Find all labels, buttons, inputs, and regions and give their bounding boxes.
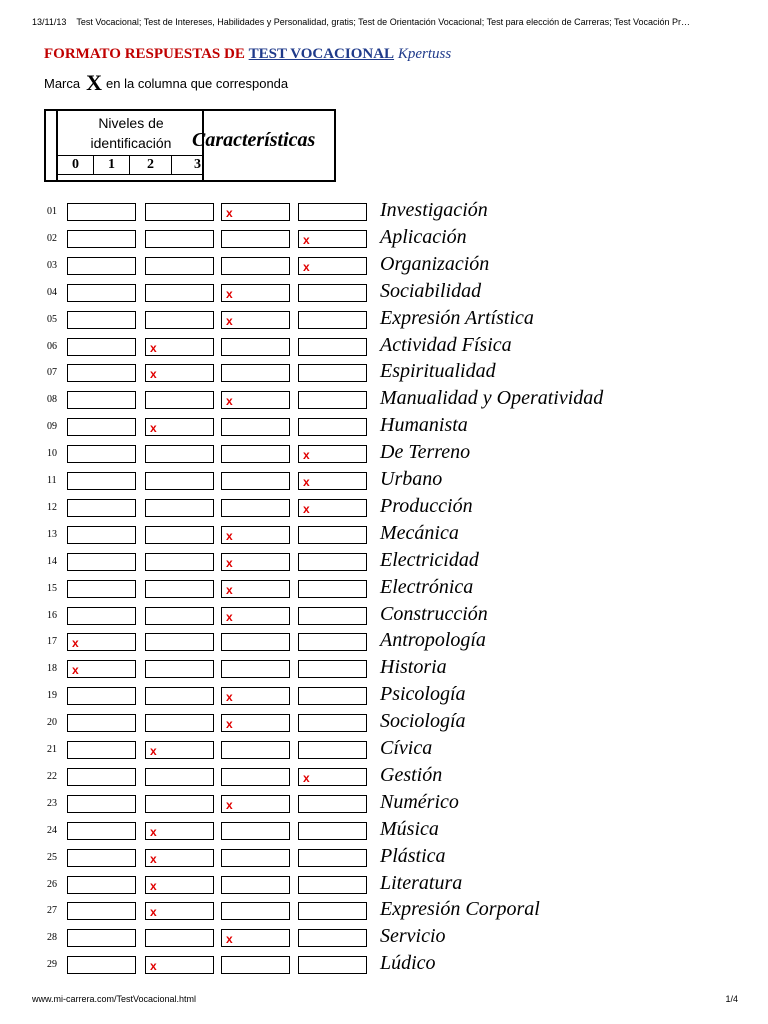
- level-1-checkbox[interactable]: [145, 472, 214, 490]
- level-1-checkbox[interactable]: [145, 230, 214, 248]
- level-0-checkbox[interactable]: [67, 338, 136, 356]
- answer-row-24: [0, 817, 768, 844]
- level-1-checkbox[interactable]: [145, 822, 214, 840]
- level-digit-1: 1: [94, 156, 130, 174]
- level-1-checkbox[interactable]: [145, 902, 214, 920]
- answer-row-05: [0, 306, 768, 333]
- level-1-checkbox[interactable]: [145, 741, 214, 759]
- x-mark: x: [226, 286, 233, 301]
- row-number: 07: [47, 367, 57, 379]
- level-1-checkbox[interactable]: [145, 203, 214, 221]
- print-header: [32, 17, 747, 27]
- level-2-checkbox[interactable]: [221, 311, 290, 329]
- title-test-link[interactable]: TEST VOCACIONAL: [248, 46, 395, 62]
- level-2-checkbox[interactable]: [221, 391, 290, 409]
- level-2-checkbox[interactable]: [221, 768, 290, 786]
- x-mark: x: [150, 367, 157, 382]
- level-1-checkbox[interactable]: [145, 580, 214, 598]
- level-3-checkbox[interactable]: [298, 418, 367, 436]
- row-number: 27: [47, 905, 57, 917]
- level-3-checkbox[interactable]: [298, 311, 367, 329]
- x-mark: x: [150, 340, 157, 355]
- level-0-checkbox[interactable]: [67, 257, 136, 275]
- print-date: 13/11/13: [32, 17, 67, 27]
- characteristic-label: Manualidad y Operatividad: [380, 387, 604, 410]
- level-1-checkbox[interactable]: [145, 876, 214, 894]
- x-mark: x: [226, 528, 233, 543]
- level-3-checkbox[interactable]: [298, 338, 367, 356]
- level-3-checkbox[interactable]: [298, 526, 367, 544]
- level-2-checkbox[interactable]: [221, 607, 290, 625]
- x-mark: x: [150, 851, 157, 866]
- levels-digit-row: [58, 155, 204, 175]
- characteristic-label: Literatura: [380, 871, 463, 894]
- answer-row-02: [0, 225, 768, 252]
- row-number: 14: [47, 555, 57, 567]
- level-2-checkbox[interactable]: [221, 902, 290, 920]
- title-format-text: FORMATO RESPUESTAS DE: [44, 46, 245, 62]
- row-number: 18: [47, 663, 57, 675]
- header-table: [44, 109, 336, 182]
- level-1-checkbox[interactable]: [145, 687, 214, 705]
- level-2-checkbox[interactable]: [221, 876, 290, 894]
- level-digit-3: 3: [172, 156, 204, 174]
- x-mark: x: [303, 501, 310, 516]
- row-number: 19: [47, 690, 57, 702]
- answer-row-22: [0, 763, 768, 790]
- answer-row-04: [0, 279, 768, 306]
- level-2-checkbox[interactable]: [221, 795, 290, 813]
- answer-row-03: [0, 252, 768, 279]
- x-mark: x: [226, 313, 233, 328]
- characteristic-label: De Terreno: [380, 441, 471, 464]
- row-number: 06: [47, 340, 57, 352]
- level-0-checkbox[interactable]: [67, 687, 136, 705]
- x-mark: x: [150, 878, 157, 893]
- levels-line2: identificación: [90, 135, 172, 151]
- answer-row-13: [0, 521, 768, 548]
- row-number: 01: [47, 206, 57, 217]
- level-1-checkbox[interactable]: [145, 660, 214, 678]
- row-number: 28: [47, 932, 57, 944]
- level-1-checkbox[interactable]: [145, 849, 214, 867]
- characteristic-label: Música: [380, 817, 439, 840]
- level-3-checkbox[interactable]: [298, 822, 367, 840]
- row-number: 02: [47, 232, 57, 244]
- level-digit-2: 2: [130, 156, 172, 174]
- characteristic-label: Sociabilidad: [380, 279, 482, 302]
- level-1-checkbox[interactable]: [145, 338, 214, 356]
- level-2-checkbox[interactable]: [221, 580, 290, 598]
- title-author: Kpertuss: [397, 46, 452, 62]
- level-3-checkbox[interactable]: [298, 849, 367, 867]
- level-0-checkbox[interactable]: [67, 929, 136, 947]
- characteristic-label: Servicio: [380, 925, 446, 948]
- answer-row-06: [0, 333, 768, 360]
- x-mark: x: [226, 609, 233, 624]
- level-2-checkbox[interactable]: [221, 714, 290, 732]
- characteristic-label: Numérico: [380, 790, 459, 813]
- answer-row-19: [0, 685, 768, 709]
- row-number: 11: [47, 475, 57, 486]
- row-number: 25: [47, 851, 57, 863]
- x-mark: x: [150, 824, 157, 839]
- x-mark: x: [226, 690, 233, 705]
- level-2-checkbox[interactable]: [221, 660, 290, 678]
- level-1-checkbox[interactable]: [145, 418, 214, 436]
- level-2-checkbox[interactable]: [221, 338, 290, 356]
- answer-row-15: [0, 575, 768, 602]
- instruction-pre: Marca: [44, 76, 81, 91]
- level-1-checkbox[interactable]: [145, 257, 214, 275]
- characteristic-label: Urbano: [380, 468, 443, 490]
- level-0-checkbox[interactable]: [67, 768, 136, 786]
- level-0-checkbox[interactable]: [67, 284, 136, 302]
- answer-row-17: [0, 631, 768, 655]
- instruction: [44, 70, 288, 96]
- characteristics-heading: Características: [192, 129, 316, 151]
- level-3-checkbox[interactable]: [298, 284, 367, 302]
- x-mark: x: [303, 448, 310, 463]
- level-1-checkbox[interactable]: [145, 391, 214, 409]
- row-number: 13: [47, 528, 57, 540]
- level-3-checkbox[interactable]: [298, 902, 367, 920]
- row-number: 10: [47, 448, 57, 460]
- characteristic-label: Plástica: [380, 844, 446, 867]
- level-0-checkbox[interactable]: [67, 553, 136, 571]
- level-2-checkbox[interactable]: [221, 553, 290, 571]
- level-3-checkbox[interactable]: [298, 956, 367, 974]
- level-0-checkbox[interactable]: [67, 902, 136, 920]
- level-2-checkbox[interactable]: [221, 822, 290, 840]
- answer-row-21: [0, 739, 768, 763]
- row-number: 04: [47, 286, 57, 298]
- characteristic-label: Investigación: [380, 199, 488, 221]
- x-mark: x: [303, 259, 310, 274]
- answer-row-18: [0, 658, 768, 682]
- level-1-checkbox[interactable]: [145, 607, 214, 625]
- level-3-checkbox[interactable]: [298, 364, 367, 382]
- x-mark: x: [72, 663, 79, 678]
- level-0-checkbox[interactable]: [67, 795, 136, 813]
- characteristic-label: Expresión Corporal: [380, 898, 540, 921]
- answer-row-16: [0, 602, 768, 629]
- answer-row-29: [0, 954, 768, 978]
- level-0-checkbox[interactable]: [67, 364, 136, 382]
- characteristic-label: Aplicación: [380, 225, 467, 248]
- answer-row-28: [0, 927, 768, 951]
- level-2-checkbox[interactable]: [221, 445, 290, 463]
- row-number: 26: [47, 878, 57, 890]
- row-number: 22: [47, 770, 57, 782]
- answer-row-09: [0, 416, 768, 440]
- characteristic-label: Gestión: [380, 763, 443, 786]
- characteristic-label: Electrónica: [380, 575, 474, 598]
- row-number: 08: [47, 394, 57, 406]
- x-mark: x: [226, 206, 233, 220]
- level-3-checkbox[interactable]: [298, 257, 367, 275]
- characteristic-label: Organización: [380, 252, 490, 275]
- row-number: 03: [47, 259, 57, 271]
- level-1-checkbox[interactable]: [145, 364, 214, 382]
- level-3-checkbox[interactable]: [298, 660, 367, 678]
- row-number: 21: [47, 744, 57, 755]
- x-mark: x: [226, 797, 233, 812]
- level-1-checkbox[interactable]: [145, 284, 214, 302]
- level-1-checkbox[interactable]: [145, 768, 214, 786]
- answer-row-07: [0, 362, 768, 386]
- level-1-checkbox[interactable]: [145, 633, 214, 651]
- level-0-checkbox[interactable]: [67, 203, 136, 221]
- x-mark: x: [303, 232, 310, 247]
- level-3-checkbox[interactable]: [298, 472, 367, 490]
- level-3-checkbox[interactable]: [298, 445, 367, 463]
- level-1-checkbox[interactable]: [145, 714, 214, 732]
- footer-url[interactable]: www.mi-carrera.com/TestVocacional.html: [32, 994, 197, 1004]
- x-mark: x: [150, 905, 157, 920]
- characteristic-label: Cívica: [380, 737, 433, 759]
- levels-heading: [58, 111, 204, 155]
- level-0-checkbox[interactable]: [67, 311, 136, 329]
- level-2-checkbox[interactable]: [221, 929, 290, 947]
- level-0-checkbox[interactable]: [67, 472, 136, 490]
- level-0-checkbox[interactable]: [67, 741, 136, 759]
- level-0-checkbox[interactable]: [67, 580, 136, 598]
- level-0-checkbox[interactable]: [67, 633, 136, 651]
- level-2-checkbox[interactable]: [221, 849, 290, 867]
- level-0-checkbox[interactable]: [67, 391, 136, 409]
- level-3-checkbox[interactable]: [298, 929, 367, 947]
- characteristic-label: Sociología: [380, 710, 466, 733]
- level-3-checkbox[interactable]: [298, 741, 367, 759]
- characteristic-label: Espiritualidad: [380, 360, 496, 383]
- answer-row-10: [0, 443, 768, 467]
- level-2-checkbox[interactable]: [221, 526, 290, 544]
- level-3-checkbox[interactable]: [298, 499, 367, 517]
- level-3-checkbox[interactable]: [298, 607, 367, 625]
- level-1-checkbox[interactable]: [145, 311, 214, 329]
- row-number: 12: [47, 501, 57, 513]
- answer-row-08: [0, 389, 768, 413]
- level-2-checkbox[interactable]: [221, 472, 290, 490]
- level-2-checkbox[interactable]: [221, 687, 290, 705]
- level-1-checkbox[interactable]: [145, 956, 214, 974]
- level-0-checkbox[interactable]: [67, 445, 136, 463]
- row-number: 16: [47, 609, 57, 621]
- level-3-checkbox[interactable]: [298, 876, 367, 894]
- level-2-checkbox[interactable]: [221, 230, 290, 248]
- level-1-checkbox[interactable]: [145, 526, 214, 544]
- characteristic-label: Antropología: [380, 629, 486, 652]
- level-2-checkbox[interactable]: [221, 257, 290, 275]
- level-2-checkbox[interactable]: [221, 418, 290, 436]
- answer-row-14: [0, 548, 768, 575]
- level-0-checkbox[interactable]: [67, 418, 136, 436]
- level-2-checkbox[interactable]: [221, 203, 290, 221]
- level-3-checkbox[interactable]: [298, 553, 367, 571]
- x-mark: x: [72, 636, 79, 651]
- x-mark: x: [226, 555, 233, 570]
- answer-row-27: [0, 900, 768, 924]
- level-3-checkbox[interactable]: [298, 687, 367, 705]
- level-1-checkbox[interactable]: [145, 795, 214, 813]
- level-2-checkbox[interactable]: [221, 364, 290, 382]
- level-3-checkbox[interactable]: [298, 768, 367, 786]
- row-number: 20: [47, 717, 57, 729]
- characteristic-label: Humanista: [380, 414, 468, 437]
- row-number: 05: [47, 313, 57, 325]
- answer-row-25: [0, 844, 768, 871]
- level-digit-0: 0: [58, 156, 94, 174]
- x-mark: x: [226, 932, 233, 947]
- level-3-checkbox[interactable]: [298, 203, 367, 221]
- characteristic-label: Psicología: [380, 683, 466, 706]
- level-0-checkbox[interactable]: [67, 660, 136, 678]
- print-page-title: Test Vocacional; Test de Intereses, Habilidades y Personalidad, gratis; Test de Orientación Vocacional; Test para elección de Carreras; Test Vocación Pr…: [76, 17, 691, 27]
- level-0-checkbox[interactable]: [67, 607, 136, 625]
- characteristic-label: Construcción: [380, 602, 488, 625]
- x-mark: x: [150, 959, 157, 974]
- answer-row-20: [0, 712, 768, 736]
- level-1-checkbox[interactable]: [145, 499, 214, 517]
- level-3-checkbox[interactable]: [298, 391, 367, 409]
- level-0-checkbox[interactable]: [67, 499, 136, 517]
- level-3-checkbox[interactable]: [298, 714, 367, 732]
- answer-row-23: [0, 790, 768, 817]
- level-3-checkbox[interactable]: [298, 795, 367, 813]
- row-number: 23: [47, 797, 57, 809]
- level-2-checkbox[interactable]: [221, 633, 290, 651]
- characteristic-label: Electricidad: [380, 548, 479, 571]
- level-2-checkbox[interactable]: [221, 956, 290, 974]
- answer-row-01: [0, 201, 768, 225]
- level-2-checkbox[interactable]: [221, 499, 290, 517]
- level-0-checkbox[interactable]: [67, 230, 136, 248]
- level-0-checkbox[interactable]: [67, 526, 136, 544]
- footer-page-number: 1/4: [725, 994, 738, 1004]
- level-3-checkbox[interactable]: [298, 230, 367, 248]
- x-mark: x: [303, 770, 310, 785]
- level-0-checkbox[interactable]: [67, 849, 136, 867]
- x-mark: x: [150, 421, 157, 436]
- level-0-checkbox[interactable]: [67, 822, 136, 840]
- level-3-checkbox[interactable]: [298, 633, 367, 651]
- characteristic-label: Mecánica: [380, 521, 459, 544]
- answer-row-11: [0, 470, 768, 494]
- characteristic-label: Lúdico: [380, 952, 436, 975]
- level-1-checkbox[interactable]: [145, 929, 214, 947]
- characteristic-label: Producción: [380, 494, 473, 517]
- document-title: [44, 46, 451, 63]
- level-1-checkbox[interactable]: [145, 445, 214, 463]
- x-mark: x: [150, 744, 157, 758]
- x-mark: x: [303, 475, 310, 489]
- answer-row-26: [0, 871, 768, 898]
- level-3-checkbox[interactable]: [298, 580, 367, 598]
- x-mark: x: [226, 394, 233, 409]
- x-mark: x: [226, 582, 233, 597]
- level-0-checkbox[interactable]: [67, 876, 136, 894]
- characteristic-label: Expresión Artística: [380, 306, 534, 329]
- row-number: 09: [47, 421, 57, 433]
- row-number: 24: [47, 824, 57, 836]
- characteristic-label: Actividad Física: [380, 333, 512, 356]
- answer-row-12: [0, 494, 768, 521]
- row-number: 29: [47, 959, 57, 971]
- level-0-checkbox[interactable]: [67, 956, 136, 974]
- characteristic-label: Historia: [380, 656, 447, 679]
- level-0-checkbox[interactable]: [67, 714, 136, 732]
- levels-line1: Niveles de: [98, 115, 164, 131]
- instruction-mark: X: [86, 70, 103, 95]
- x-mark: x: [226, 717, 233, 732]
- level-1-checkbox[interactable]: [145, 553, 214, 571]
- instruction-post: en la columna que corresponda: [106, 76, 289, 91]
- row-number: 15: [47, 582, 57, 594]
- level-2-checkbox[interactable]: [221, 741, 290, 759]
- row-number: 17: [47, 636, 57, 648]
- level-2-checkbox[interactable]: [221, 284, 290, 302]
